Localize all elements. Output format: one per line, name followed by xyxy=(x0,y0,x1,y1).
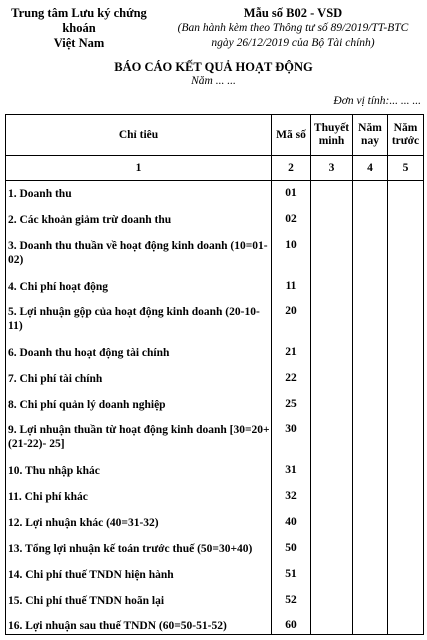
row-note xyxy=(311,366,353,392)
form-info xyxy=(162,6,424,51)
row-indicator: 9. Lợi nhuận thuần từ hoạt động kinh doanh [30=20+(21-22)- 25] xyxy=(6,417,272,458)
table-row xyxy=(6,417,424,458)
row-this-year xyxy=(353,562,388,588)
row-code: 02 xyxy=(272,207,311,233)
form-note-1: (Ban hành kèm theo Thông tư số 89/2019/TT-BTC xyxy=(177,22,409,34)
row-note xyxy=(311,274,353,299)
organization-name xyxy=(0,6,158,51)
row-this-year xyxy=(353,299,388,340)
table-row xyxy=(6,340,424,366)
row-this-year xyxy=(353,484,388,510)
report-table xyxy=(5,114,424,635)
row-code: 52 xyxy=(272,588,311,613)
row-code: 32 xyxy=(272,484,311,510)
row-code: 30 xyxy=(272,417,311,458)
row-indicator: 2. Các khoản giảm trừ doanh thu xyxy=(6,207,272,233)
row-note xyxy=(311,233,353,274)
col-number-1: 1 xyxy=(6,156,272,181)
row-code: 60 xyxy=(272,613,311,635)
table-row xyxy=(6,510,424,536)
row-indicator: 4. Chi phí hoạt động xyxy=(6,274,272,299)
row-this-year xyxy=(353,274,388,299)
col-number-2: 2 xyxy=(272,156,311,181)
row-indicator: 12. Lợi nhuận khác (40=31-32) xyxy=(6,510,272,536)
row-last-year xyxy=(388,484,424,510)
row-indicator: 7. Chi phí tài chính xyxy=(6,366,272,392)
form-note-2: ngày 26/12/2019 của Bộ Tài chính) xyxy=(211,37,375,49)
row-this-year xyxy=(353,366,388,392)
header-last-year: Năm trước xyxy=(388,115,424,156)
row-code: 25 xyxy=(272,392,311,417)
row-note xyxy=(311,613,353,635)
row-indicator: 16. Lợi nhuận sau thuế TNDN (60=50-51-52) xyxy=(6,613,272,635)
header-this-year: Năm nay xyxy=(353,115,388,156)
row-last-year xyxy=(388,274,424,299)
row-note xyxy=(311,417,353,458)
table-row xyxy=(6,458,424,484)
row-code: 20 xyxy=(272,299,311,340)
row-this-year xyxy=(353,392,388,417)
header-note: Thuyết minh xyxy=(311,115,353,156)
row-this-year xyxy=(353,536,388,562)
row-note xyxy=(311,207,353,233)
row-last-year xyxy=(388,392,424,417)
row-this-year xyxy=(353,181,388,207)
row-last-year xyxy=(388,588,424,613)
row-last-year xyxy=(388,417,424,458)
row-last-year xyxy=(388,458,424,484)
row-code: 31 xyxy=(272,458,311,484)
row-note xyxy=(311,510,353,536)
row-note xyxy=(311,299,353,340)
row-indicator: 5. Lợi nhuận gộp của hoạt động kinh doanh (20-10-11) xyxy=(6,299,272,340)
row-last-year xyxy=(388,536,424,562)
row-note xyxy=(311,392,353,417)
row-code: 10 xyxy=(272,233,311,274)
table-row xyxy=(6,392,424,417)
row-this-year xyxy=(353,340,388,366)
row-code: 51 xyxy=(272,562,311,588)
header-indicator: Chỉ tiêu xyxy=(6,115,272,156)
row-last-year xyxy=(388,613,424,635)
row-indicator: 11. Chi phí khác xyxy=(6,484,272,510)
row-note xyxy=(311,340,353,366)
row-last-year xyxy=(388,510,424,536)
table-row xyxy=(6,588,424,613)
org-line-2: khoán xyxy=(62,21,96,35)
row-last-year xyxy=(388,207,424,233)
row-indicator: 14. Chi phí thuế TNDN hiện hành xyxy=(6,562,272,588)
header-code: Mã số xyxy=(272,115,311,156)
row-note xyxy=(311,458,353,484)
row-indicator: 1. Doanh thu xyxy=(6,181,272,207)
form-code: Mẫu số B02 - VSD xyxy=(243,6,343,20)
row-indicator: 10. Thu nhập khác xyxy=(6,458,272,484)
row-last-year xyxy=(388,181,424,207)
row-this-year xyxy=(353,417,388,458)
row-this-year xyxy=(353,207,388,233)
row-last-year xyxy=(388,233,424,274)
table-row xyxy=(6,274,424,299)
row-note xyxy=(311,484,353,510)
table-row xyxy=(6,366,424,392)
table-row xyxy=(6,299,424,340)
org-line-1: Trung tâm Lưu ký chứng xyxy=(11,6,147,20)
row-note xyxy=(311,536,353,562)
row-this-year xyxy=(353,588,388,613)
row-indicator: 8. Chi phí quản lý doanh nghiệp xyxy=(6,392,272,417)
report-year: Năm ... ... xyxy=(191,75,236,87)
row-indicator: 15. Chi phí thuế TNDN hoãn lại xyxy=(6,588,272,613)
table-row xyxy=(6,484,424,510)
row-note xyxy=(311,562,353,588)
row-this-year xyxy=(353,510,388,536)
col-number-3: 3 xyxy=(311,156,353,181)
col-number-4: 4 xyxy=(353,156,388,181)
row-last-year xyxy=(388,340,424,366)
row-last-year xyxy=(388,562,424,588)
table-row xyxy=(6,181,424,207)
row-code: 22 xyxy=(272,366,311,392)
table-row xyxy=(6,562,424,588)
row-last-year xyxy=(388,299,424,340)
report-title: BÁO CÁO KẾT QUẢ HOẠT ĐỘNG xyxy=(114,60,313,74)
row-this-year xyxy=(353,613,388,635)
org-line-3: Việt Nam xyxy=(53,36,105,50)
row-code: 21 xyxy=(272,340,311,366)
row-code: 01 xyxy=(272,181,311,207)
col-number-5: 5 xyxy=(388,156,424,181)
table-row xyxy=(6,207,424,233)
row-indicator: 13. Tổng lợi nhuận kế toán trước thuế (50=30+40) xyxy=(6,536,272,562)
row-note xyxy=(311,588,353,613)
row-code: 11 xyxy=(272,274,311,299)
table-row xyxy=(6,536,424,562)
row-this-year xyxy=(353,458,388,484)
row-indicator: 6. Doanh thu hoạt động tài chính xyxy=(6,340,272,366)
report-unit: Đơn vị tính:... ... ... xyxy=(333,95,421,107)
row-note xyxy=(311,181,353,207)
row-indicator: 3. Doanh thu thuần về hoạt động kinh doanh (10=01-02) xyxy=(6,233,272,274)
row-code: 40 xyxy=(272,510,311,536)
table-row xyxy=(6,613,424,635)
row-this-year xyxy=(353,233,388,274)
row-last-year xyxy=(388,366,424,392)
table-row xyxy=(6,233,424,274)
row-code: 50 xyxy=(272,536,311,562)
